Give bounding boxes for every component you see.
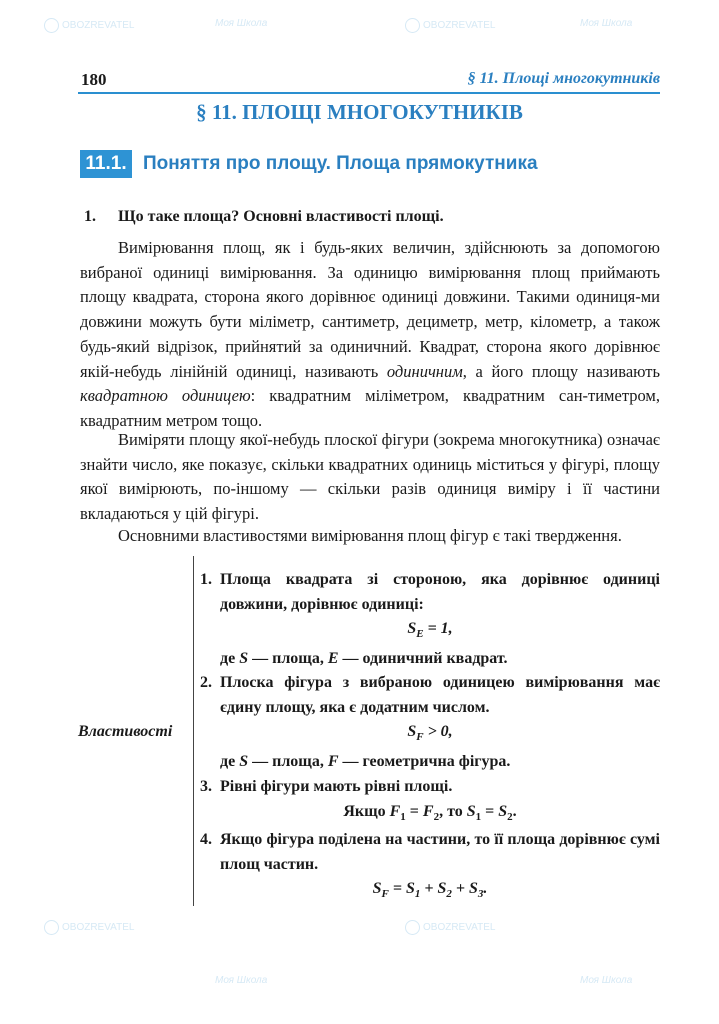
paragraph-3: Основними властивостями вимірювання площ фігур є такі твердження. — [118, 526, 622, 545]
property-item — [200, 671, 660, 774]
running-head: § 11. Площі многокутників — [467, 70, 660, 87]
property-number: 3. — [200, 778, 212, 795]
page-number: 180 — [81, 70, 107, 89]
property-where: де S — площа, E — одиничний квадрат. — [220, 649, 508, 667]
paragraph-2: Виміряти площу якої-небудь плоскої фігури (зокрема многокутника) означає знайти число, яке показує, скільки квадратних одиниць міститься у фігурі, площу якої вимірюють, по-іншому — скільки разів одиниця виміру і її частини вкладаються у цій фігурі. — [80, 430, 660, 524]
chapter-title: § 11. ПЛОЩІ МНОГОКУТНИКІВ — [196, 100, 523, 124]
property-formula: Якщо $F_1 = F_2$, то $S_1 = S_2$. — [343, 802, 517, 823]
property-item — [200, 828, 660, 907]
watermark: OBOZREVATEL — [405, 920, 495, 935]
property-item — [200, 568, 660, 671]
property-number: 4. — [200, 831, 212, 848]
property-text: Площа квадрата зі стороною, яка дорівнює одиниці довжини, дорівнює одиниці: — [220, 571, 660, 613]
property-text: Якщо фігура поділена на частини, то її площа дорівнює сумі площ частин. — [220, 831, 660, 873]
paragraph-1: Вимірювання площ, як і будь-яких величин, здійснюють за допомогою вибраної одиниці вимірювання. За одиницю вимірювання площ приймають площу квадрата, сторона якого дорівнює одиниці довжини. Такими одиниця-ми довжини можуть бути міліметр, сантиметр, дециметр, метр, кілометр, а також будь-який відрізок, прийнятий за одиничний. Квадрат, сторона якого дорівнює якій-небудь лінійній одиниці, називають одиничним, а його площу називають квадратною одиницею: квадратним міліметром, квадратним сан-тиметром, квадратним метром тощо. — [80, 238, 660, 430]
property-formula: $S_F > 0$, — [407, 723, 453, 744]
question-number: 1. — [84, 208, 96, 225]
properties-divider — [193, 556, 194, 906]
property-item — [200, 775, 660, 829]
question-heading — [84, 208, 444, 226]
watermark: OBOZREVATEL — [44, 18, 134, 33]
section-number: 11.1. — [80, 150, 132, 178]
question-text: Що таке площа? Основні властивості площі. — [118, 208, 444, 225]
section-heading — [80, 150, 660, 178]
property-formula: $S_F = S_1 + S_2 + S_3$. — [372, 880, 488, 901]
property-text: Рівні фігури мають рівні площі. — [220, 778, 453, 795]
property-text: Плоска фігура з вибраною одиницею вимірювання має єдину площу, яка є додатним числом. — [220, 674, 660, 716]
property-formula: $S_E = 1$, — [407, 620, 453, 641]
watermark: Моя Школа — [580, 975, 633, 986]
watermark: Моя Школа — [580, 18, 633, 29]
property-number: 1. — [200, 571, 212, 588]
term-square-unit: квадратною одиницею — [80, 386, 251, 406]
property-where: де S — площа, F — геометрична фігура. — [220, 752, 511, 770]
watermark: OBOZREVATEL — [44, 920, 134, 935]
section-title: Поняття про площу. Площа прямокутника — [143, 153, 538, 174]
page-header — [78, 68, 660, 94]
watermark: Моя Школа — [215, 975, 268, 986]
properties-label: Властивості — [78, 723, 173, 740]
term-unit: одиничним — [386, 361, 463, 381]
property-number: 2. — [200, 674, 212, 691]
watermark: OBOZREVATEL — [405, 18, 495, 33]
watermark: Моя Школа — [215, 18, 268, 29]
